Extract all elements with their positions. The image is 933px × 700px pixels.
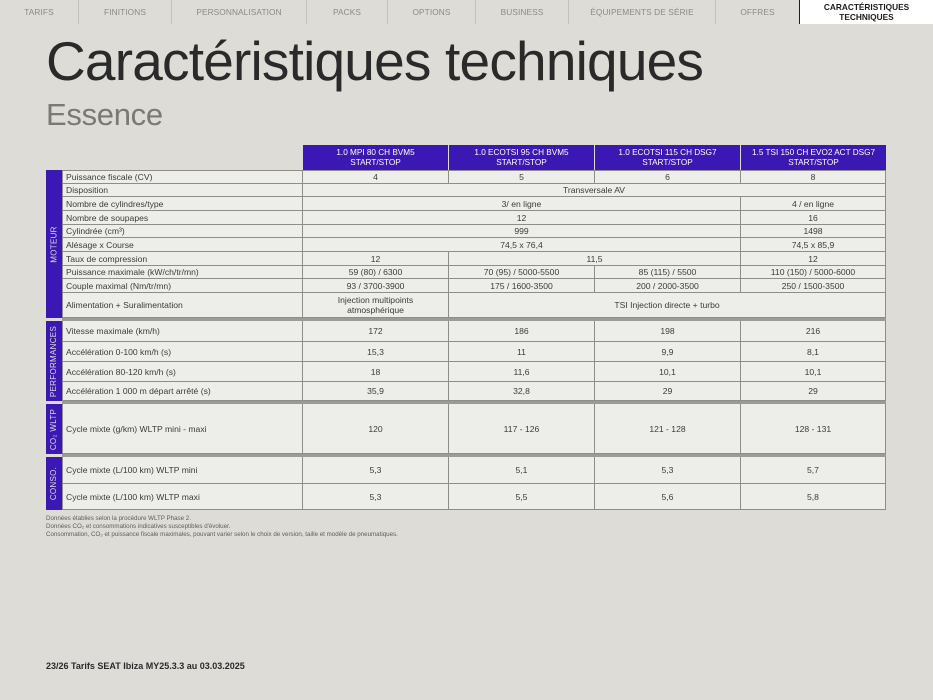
table-cell: 8 bbox=[741, 170, 886, 184]
nav-item-finitions[interactable]: FINITIONS bbox=[104, 7, 146, 17]
table-cell: 18 bbox=[303, 362, 449, 382]
table-cell: 11 bbox=[449, 342, 595, 362]
table-cell: 59 (80) / 6300 bbox=[303, 266, 449, 279]
table-row-compression bbox=[62, 252, 886, 266]
category-label-performances: PERFORMANCES bbox=[49, 325, 59, 397]
table-cell: 250 / 1500-3500 bbox=[741, 279, 886, 293]
page-title: Caractéristiques techniques bbox=[46, 30, 704, 92]
table-row-co2 bbox=[62, 404, 886, 454]
table-cell: 10,1 bbox=[595, 362, 741, 382]
table-cell: 186 bbox=[449, 321, 595, 342]
column-header-line2: START/STOP bbox=[350, 157, 401, 167]
nav-active-line1: CARACTÉRISTIQUES bbox=[823, 2, 910, 12]
row-label: Couple maximal (Nm/tr/mn) bbox=[62, 279, 303, 293]
table-cell: 175 / 1600-3500 bbox=[449, 279, 595, 293]
table-row-cylindres bbox=[62, 197, 886, 211]
table-cell: 5,5 bbox=[449, 484, 595, 510]
row-label: Alimentation + Suralimentation bbox=[62, 293, 303, 318]
table-cell: 120 bbox=[303, 404, 449, 454]
row-label: Cycle mixte (L/100 km) WLTP mini bbox=[62, 457, 303, 484]
table-cell: 5,3 bbox=[303, 484, 449, 510]
row-label: Nombre de cylindres/type bbox=[62, 197, 303, 211]
table-row-cylindree bbox=[62, 225, 886, 238]
row-label: Puissance fiscale (CV) bbox=[62, 170, 303, 184]
table-cell: 12 bbox=[303, 211, 741, 225]
table-cell: 8,1 bbox=[741, 342, 886, 362]
table-cell: 4 / en ligne bbox=[741, 197, 886, 211]
category-label-co2: CO₂ WLTP bbox=[49, 408, 59, 450]
row-label: Accélération 80-120 km/h (s) bbox=[62, 362, 303, 382]
table-cell: 29 bbox=[595, 382, 741, 401]
table-cell: 1498 bbox=[741, 225, 886, 238]
table-row-vitesse-max bbox=[62, 321, 886, 342]
column-header bbox=[303, 145, 448, 170]
table-cell: 128 - 131 bbox=[741, 404, 886, 454]
footnote-line: Consommation, CO₂ et puissance fiscale maximales, pouvant varier selon le choix de version, taille et modèle de pneumatiques. bbox=[46, 531, 398, 538]
table-row-acc-1000 bbox=[62, 382, 886, 401]
table-cell: 5,6 bbox=[595, 484, 741, 510]
table-cell: 200 / 2000-3500 bbox=[595, 279, 741, 293]
table-cell: 9,9 bbox=[595, 342, 741, 362]
table-cell: 85 (115) / 5500 bbox=[595, 266, 741, 279]
table-cell: 4 bbox=[303, 170, 449, 184]
table-cell: 16 bbox=[741, 211, 886, 225]
table-cell: 74,5 x 85,9 bbox=[741, 238, 886, 252]
table-row-puissance-max bbox=[62, 266, 886, 279]
row-label: Vitesse maximale (km/h) bbox=[62, 321, 303, 342]
row-label: Nombre de soupapes bbox=[62, 211, 303, 225]
table-cell: 3/ en ligne bbox=[303, 197, 741, 211]
column-header-line1: 1.0 ECOTSI 95 CH BVM5 bbox=[474, 147, 569, 157]
cell-line: atmosphérique bbox=[347, 305, 404, 315]
row-label: Puissance maximale (kW/ch/tr/mn) bbox=[62, 266, 303, 279]
column-header-line2: START/STOP bbox=[642, 157, 693, 167]
footnotes bbox=[46, 515, 398, 539]
nav-item-personnalisation[interactable]: PERSONNALISATION bbox=[196, 7, 282, 17]
row-label: Cylindrée (cm³) bbox=[62, 225, 303, 238]
table-row-acc-0-100 bbox=[62, 342, 886, 362]
column-header bbox=[449, 145, 594, 170]
table-cell: 32,8 bbox=[449, 382, 595, 401]
nav-active-line2: TECHNIQUES bbox=[839, 12, 894, 22]
table-cell: 11,6 bbox=[449, 362, 595, 382]
table-cell: TSI Injection directe + turbo bbox=[449, 293, 886, 318]
row-label: Cycle mixte (L/100 km) WLTP maxi bbox=[62, 484, 303, 510]
column-header-line2: START/STOP bbox=[496, 157, 547, 167]
row-label: Disposition bbox=[62, 184, 303, 197]
table-cell: 6 bbox=[595, 170, 741, 184]
table-cell: 110 (150) / 5000-6000 bbox=[741, 266, 886, 279]
row-label: Accélération 0-100 km/h (s) bbox=[62, 342, 303, 362]
row-label: Alésage x Course bbox=[62, 238, 303, 252]
table-cell: 999 bbox=[303, 225, 741, 238]
column-header-line1: 1.5 TSI 150 CH EVO2 ACT DSG7 bbox=[751, 147, 876, 157]
row-label: Accélération 1 000 m départ arrêté (s) bbox=[62, 382, 303, 401]
top-nav bbox=[0, 0, 933, 24]
table-cell: 172 bbox=[303, 321, 449, 342]
column-header bbox=[595, 145, 740, 170]
table-cell: 35,9 bbox=[303, 382, 449, 401]
table-cell: 5,3 bbox=[595, 457, 741, 484]
table-cell bbox=[303, 293, 449, 318]
table-cell: 216 bbox=[741, 321, 886, 342]
table-cell: 93 / 3700-3900 bbox=[303, 279, 449, 293]
row-label: Taux de compression bbox=[62, 252, 303, 266]
nav-item-business[interactable]: BUSINESS bbox=[500, 7, 544, 17]
table-cell: Transversale AV bbox=[303, 184, 886, 197]
category-label-moteur: MOTEUR bbox=[49, 225, 59, 263]
table-cell: 5,7 bbox=[741, 457, 886, 484]
footnote-line: Données CO₂ et consommations indicatives susceptibles d'évoluer. bbox=[46, 523, 231, 530]
nav-item-packs[interactable]: PACKS bbox=[332, 7, 361, 17]
table-cell: 5,8 bbox=[741, 484, 886, 510]
table-cell: 15,3 bbox=[303, 342, 449, 362]
table-cell: 5,3 bbox=[303, 457, 449, 484]
table-cell: 29 bbox=[741, 382, 886, 401]
column-header-line1: 1.0 MPI 80 CH BVM5 bbox=[336, 147, 415, 157]
table-cell: 70 (95) / 5000-5500 bbox=[449, 266, 595, 279]
cell-line: Injection multipoints bbox=[337, 295, 414, 305]
nav-item-options[interactable]: OPTIONS bbox=[412, 7, 451, 17]
column-header-line2: START/STOP bbox=[788, 157, 839, 167]
nav-item-offres[interactable]: OFFRES bbox=[740, 7, 775, 17]
table-row-alesage bbox=[62, 238, 886, 252]
column-header bbox=[741, 145, 886, 170]
page-subtitle: Essence bbox=[46, 97, 163, 132]
table-cell: 12 bbox=[303, 252, 449, 266]
table-cell: 12 bbox=[741, 252, 886, 266]
table-cell: 5 bbox=[449, 170, 595, 184]
page-footer: 23/26 Tarifs SEAT Ibiza MY25.3.3 au 03.03.2025 bbox=[46, 661, 245, 671]
table-cell: 10,1 bbox=[741, 362, 886, 382]
table-cell: 198 bbox=[595, 321, 741, 342]
table-row-acc-80-120 bbox=[62, 362, 886, 382]
nav-item-caracteristiques[interactable] bbox=[799, 0, 933, 24]
nav-item-tarifs[interactable]: TARIFS bbox=[24, 7, 54, 17]
table-cell: 11,5 bbox=[449, 252, 741, 266]
category-label-conso: CONSO. bbox=[49, 466, 59, 501]
table-row-couple-max bbox=[62, 279, 886, 293]
nav-item-equipements[interactable]: ÉQUIPEMENTS DE SÉRIE bbox=[590, 7, 694, 17]
table-row-disposition bbox=[62, 184, 886, 197]
table-row-puissance-fiscale bbox=[62, 170, 886, 184]
table-cell: 117 - 126 bbox=[449, 404, 595, 454]
table-row-conso-maxi bbox=[62, 484, 886, 510]
table-row-alimentation bbox=[62, 293, 886, 318]
table-row-soupapes bbox=[62, 211, 886, 225]
table-row-conso-mini bbox=[62, 457, 886, 484]
row-label: Cycle mixte (g/km) WLTP mini - maxi bbox=[62, 404, 303, 454]
column-header-line1: 1.0 ECOTSI 115 CH DSG7 bbox=[618, 147, 717, 157]
table-cell: 121 - 128 bbox=[595, 404, 741, 454]
footnote-line: Données établies selon la procédure WLTP Phase 2. bbox=[46, 515, 191, 522]
table-cell: 5,1 bbox=[449, 457, 595, 484]
table-cell: 74,5 x 76,4 bbox=[303, 238, 741, 252]
